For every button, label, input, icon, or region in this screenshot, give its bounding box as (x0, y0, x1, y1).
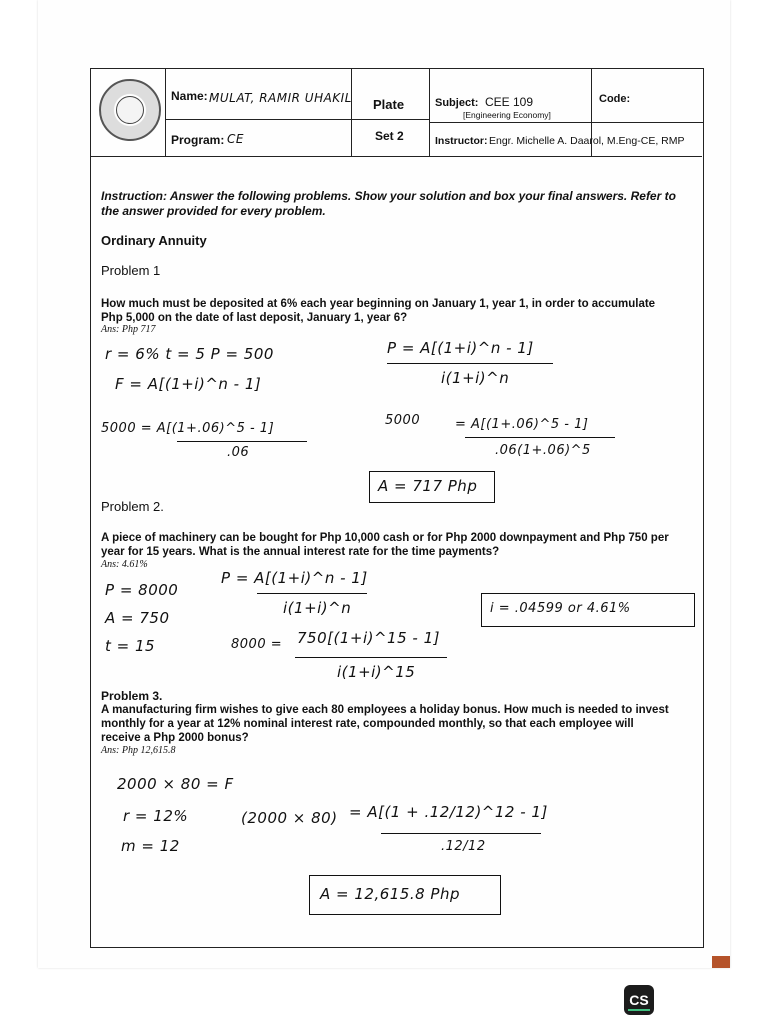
name-label: Name: (171, 89, 208, 103)
p2-sub-den: i(1+i)^15 (337, 663, 416, 681)
instructor-value: Engr. Michelle A. Daarol, M.Eng-CE, RMP (489, 135, 685, 147)
name-value: MULAT, RAMIR UHAKIL (209, 91, 352, 105)
problem-2-text-line2: year for 15 years. What is the annual interest rate for the time payments? (101, 546, 500, 558)
problem-3-title: Problem 3. (101, 689, 163, 703)
problem-3-answer: Ans: Php 12,615.8 (101, 745, 176, 756)
subject-label: Subject: (435, 97, 479, 109)
p1-sub-left-den: .06 (227, 445, 250, 460)
problem-1-title: Problem 1 (101, 263, 161, 278)
p1-formula-right-den: i(1+i)^n (441, 369, 510, 387)
p2-sub-num: 750[(1+i)^15 - 1] (297, 629, 440, 647)
problem-2-text-line1: A piece of machinery can be bought for Php 10,000 cash or for Php 2000 downpayment and Php 750 per (101, 532, 669, 544)
p3-given-f: 2000 × 80 = F (117, 775, 234, 793)
p2-sub-lhs: 8000 = (231, 637, 283, 652)
p1-formula-left: F = A[(1+i)^n - 1] (115, 375, 262, 393)
p3-lhs: (2000 × 80) (241, 809, 338, 827)
p2-given-a: A = 750 (105, 609, 170, 627)
p3-final-answer: A = 12,615.8 Php (320, 885, 461, 903)
plate-label: Plate (373, 97, 405, 112)
problem-3-text-line1: A manufacturing firm wishes to give each 80 employees a holiday bonus. How much is needed to invest (101, 704, 669, 716)
plate-frame (90, 68, 704, 948)
p2-given-t: t = 15 (105, 637, 156, 655)
p1-sub-right-den: .06(1+.06)^5 (495, 443, 591, 458)
program-value: CE (227, 132, 244, 146)
university-seal-icon (99, 79, 161, 141)
problem-2-answer: Ans: 4.61% (101, 559, 148, 570)
p3-given-r: r = 12% (123, 807, 189, 825)
instructor-label: Instructor: (435, 135, 488, 147)
problem-3-text-line3: receive a Php 2000 bonus? (101, 732, 249, 744)
p2-final-answer-box (481, 593, 695, 627)
p2-formula-den: i(1+i)^n (283, 599, 352, 617)
header-table (91, 69, 702, 157)
p1-sub-right-num: = A[(1+.06)^5 - 1] (455, 417, 589, 432)
problem-1-text-line1: How much must be deposited at 6% each year beginning on January 1, year 1, in order to accumulate (101, 298, 656, 310)
p1-final-answer-box (369, 471, 495, 503)
p1-sub-right-lhs: 5000 (385, 413, 421, 428)
p1-final-answer: A = 717 Php (378, 477, 478, 495)
problem-1-answer: Ans: Php 717 (101, 324, 156, 335)
p1-formula-right-num: P = A[(1+i)^n - 1] (387, 339, 534, 357)
section-title: Ordinary Annuity (101, 233, 207, 248)
problem-1-text-line2: Php 5,000 on the date of last deposit, January 1, year 6? (101, 312, 408, 324)
p2-given-p: P = 8000 (105, 581, 179, 599)
p3-given-m: m = 12 (121, 837, 180, 855)
problem-2-title: Problem 2. (101, 499, 164, 514)
camscanner-badge-icon: CS (624, 985, 654, 1015)
p3-den: .12/12 (441, 839, 486, 854)
p1-givens: r = 6% t = 5 P = 500 (105, 345, 274, 363)
p2-final-answer: i = .04599 or 4.61% (490, 601, 631, 616)
subject-value: CEE 109 (485, 95, 534, 109)
p1-sub-left-num: 5000 = A[(1+.06)^5 - 1] (101, 421, 275, 436)
p3-final-answer-box (309, 875, 501, 915)
p3-num: = A[(1 + .12/12)^12 - 1] (349, 803, 548, 821)
instruction-text: Instruction: Answer the following problems. Show your solution and box your final answers. Refer to the answer provided for every problem. (101, 189, 676, 218)
code-label: Code: (599, 93, 631, 105)
set-label: Set 2 (375, 129, 404, 143)
page-corner-mark (712, 956, 730, 968)
program-label: Program: (171, 133, 225, 147)
problem-3-text-line2: monthly for a year at 12% nominal interest rate, compounded monthly, so that each employee will (101, 718, 634, 730)
p2-formula-num: P = A[(1+i)^n - 1] (221, 569, 368, 587)
subject-subtitle: [Engineering Economy] (463, 110, 551, 120)
